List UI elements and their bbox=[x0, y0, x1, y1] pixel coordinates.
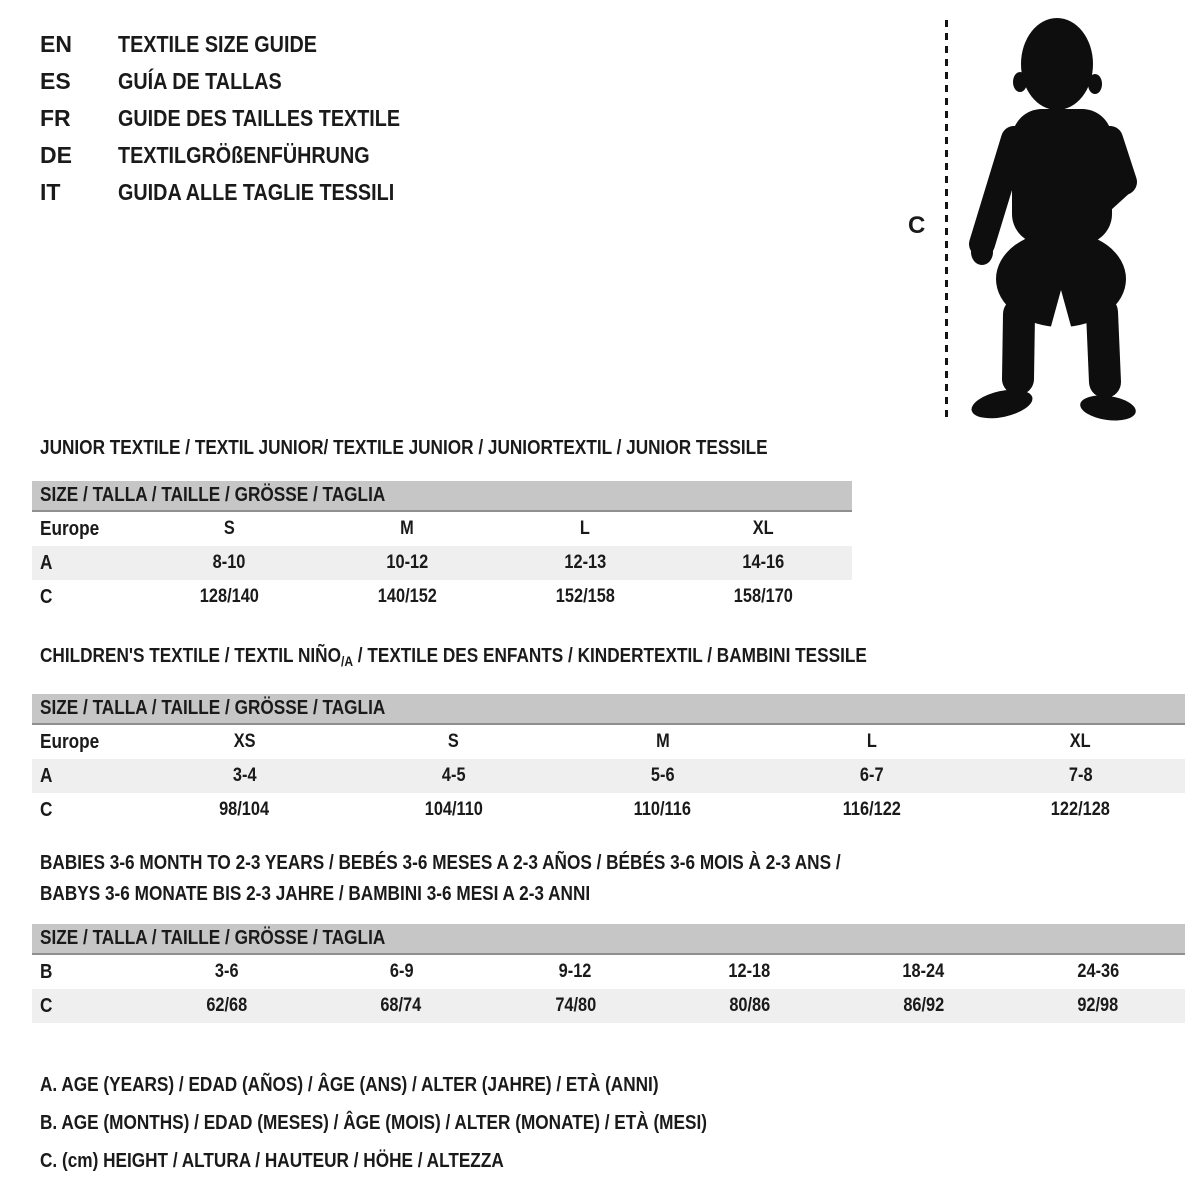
row-label: C bbox=[40, 798, 53, 821]
table-cell: 14-16 bbox=[742, 552, 784, 573]
table-cell: L bbox=[866, 731, 877, 752]
table-cell: 12-13 bbox=[564, 552, 606, 573]
table-cell: 5-6 bbox=[650, 765, 675, 786]
language-row-de bbox=[40, 137, 446, 174]
table-cell: S bbox=[223, 518, 235, 539]
size-header-row: SIZE / TALLA / TAILLE / GRÖSSE / TAGLIA bbox=[32, 694, 1185, 725]
table-cell: M bbox=[400, 518, 414, 539]
language-row-fr bbox=[40, 100, 446, 137]
table-cell: 6-9 bbox=[389, 961, 414, 982]
table-cell: 18-24 bbox=[902, 961, 945, 982]
table-cell: 98/104 bbox=[219, 799, 270, 820]
row-label: B bbox=[40, 960, 53, 983]
legend-line-a: A. AGE (YEARS) / EDAD (AÑOS) / ÂGE (ANS) / ALTER (JAHRE) / ETÀ (ANNI) bbox=[40, 1074, 659, 1096]
legend-line-c: C. (cm) HEIGHT / ALTURA / HAUTEUR / HÖHE / ALTEZZA bbox=[40, 1150, 504, 1172]
table-cell: 80/86 bbox=[729, 995, 771, 1016]
table-row-height bbox=[32, 793, 1185, 827]
language-title: TEXTILE SIZE GUIDE bbox=[118, 31, 317, 57]
table-cell: 8-10 bbox=[212, 552, 246, 573]
table-cell: 86/92 bbox=[903, 995, 945, 1016]
table-row-age bbox=[32, 759, 1185, 793]
language-code: ES bbox=[40, 68, 71, 94]
table-cell: 9-12 bbox=[559, 961, 592, 982]
table-cell: 140/152 bbox=[377, 586, 437, 607]
nino-a-subscript: /A bbox=[340, 653, 354, 669]
size-header-row: SIZE / TALLA / TAILLE / GRÖSSE / TAGLIA bbox=[32, 924, 1185, 955]
table-cell: 158/170 bbox=[733, 586, 793, 607]
table-row-height bbox=[32, 989, 1185, 1023]
children-section-heading: CHILDREN'S TEXTILE / TEXTIL $NIÑO_{/A}$ / TEXTILE DES ENFANTS / KINDERTEXTIL / BAMBINI TESSILE bbox=[40, 645, 867, 669]
table-row-europe bbox=[32, 512, 852, 546]
table-cell: 116/122 bbox=[842, 799, 901, 820]
language-title: TEXTILGRÖßENFÜHRUNG bbox=[118, 142, 370, 168]
language-row-es bbox=[40, 63, 446, 100]
table-cell: 128/140 bbox=[199, 586, 259, 607]
table-cell: 3-6 bbox=[215, 961, 239, 982]
table-cell: 92/98 bbox=[1077, 995, 1119, 1016]
table-cell: 62/68 bbox=[206, 995, 248, 1016]
row-label: C bbox=[40, 585, 53, 608]
table-cell: 152/158 bbox=[555, 586, 615, 607]
junior-textile-section bbox=[32, 435, 852, 614]
table-cell: 6-7 bbox=[859, 765, 884, 786]
measure-legend bbox=[40, 1066, 816, 1180]
junior-size-table bbox=[32, 481, 852, 614]
row-label: C bbox=[40, 994, 53, 1017]
toddler-silhouette-icon bbox=[962, 14, 1142, 424]
height-measure-label: C bbox=[908, 212, 926, 239]
language-title: GUIDA ALLE TAGLIE TESSILI bbox=[118, 179, 395, 205]
children-size-table bbox=[32, 694, 1185, 827]
table-cell: S bbox=[448, 731, 459, 752]
table-cell: XS bbox=[233, 731, 256, 752]
table-cell: M bbox=[655, 731, 670, 752]
row-label: A bbox=[40, 551, 53, 574]
table-cell: 122/128 bbox=[1050, 799, 1111, 820]
table-cell: 3-4 bbox=[232, 765, 257, 786]
table-cell: 12-18 bbox=[728, 961, 771, 982]
table-cell: 7-8 bbox=[1068, 765, 1093, 786]
language-code: IT bbox=[40, 179, 61, 205]
table-cell: 10-12 bbox=[386, 552, 428, 573]
table-cell: 110/116 bbox=[633, 799, 692, 820]
table-cell: XL bbox=[1070, 731, 1091, 752]
children-textile-section bbox=[32, 643, 1185, 827]
babies-size-table bbox=[32, 924, 1185, 1023]
babies-textile-section bbox=[32, 848, 1185, 1023]
height-measure-dashed-line bbox=[945, 20, 948, 418]
table-cell: L bbox=[580, 518, 590, 539]
table-cell: XL bbox=[752, 518, 774, 539]
legend-line-b: B. AGE (MONTHS) / EDAD (MESES) / ÂGE (MOIS) / ALTER (MONATE) / ETÀ (MESI) bbox=[40, 1112, 707, 1134]
table-cell: 68/74 bbox=[380, 995, 422, 1016]
size-header-row: SIZE / TALLA / TAILLE / GRÖSSE / TAGLIA bbox=[32, 481, 852, 512]
language-row-en bbox=[40, 26, 446, 63]
table-row-europe bbox=[32, 725, 1185, 759]
language-list bbox=[40, 26, 446, 211]
junior-section-heading: JUNIOR TEXTILE / TEXTIL JUNIOR/ TEXTILE JUNIOR / JUNIORTEXTIL / JUNIOR TESSILE bbox=[40, 437, 768, 459]
table-row-age-months bbox=[32, 955, 1185, 989]
language-title: GUIDE DES TAILLES TEXTILE bbox=[118, 105, 401, 131]
language-title: GUÍA DE TALLAS bbox=[118, 68, 282, 94]
table-cell: 4-5 bbox=[441, 765, 466, 786]
language-code: EN bbox=[40, 31, 72, 57]
table-cell: 104/110 bbox=[424, 799, 483, 820]
toddler-figure bbox=[900, 0, 1180, 430]
language-row-it bbox=[40, 174, 446, 211]
table-row-height bbox=[32, 580, 852, 614]
table-row-age bbox=[32, 546, 852, 580]
table-cell: 24-36 bbox=[1077, 961, 1119, 982]
language-code: DE bbox=[40, 142, 72, 168]
table-cell: 74/80 bbox=[554, 995, 596, 1016]
row-label: Europe bbox=[40, 730, 100, 753]
row-label: Europe bbox=[40, 517, 100, 540]
language-code: FR bbox=[40, 105, 71, 131]
babies-section-heading: BABIES 3-6 MONTH TO 2-3 YEARS / BEBÉS 3-6 MESES A 2-3 AÑOS / BÉBÉS 3-6 MOIS À 2-3 ANS / BABYS 3-6 MONATE BIS 2-3 JAHRE / BAMBINI 3-6 MESI A 2-3 ANNI bbox=[40, 852, 841, 905]
row-label: A bbox=[40, 764, 53, 787]
